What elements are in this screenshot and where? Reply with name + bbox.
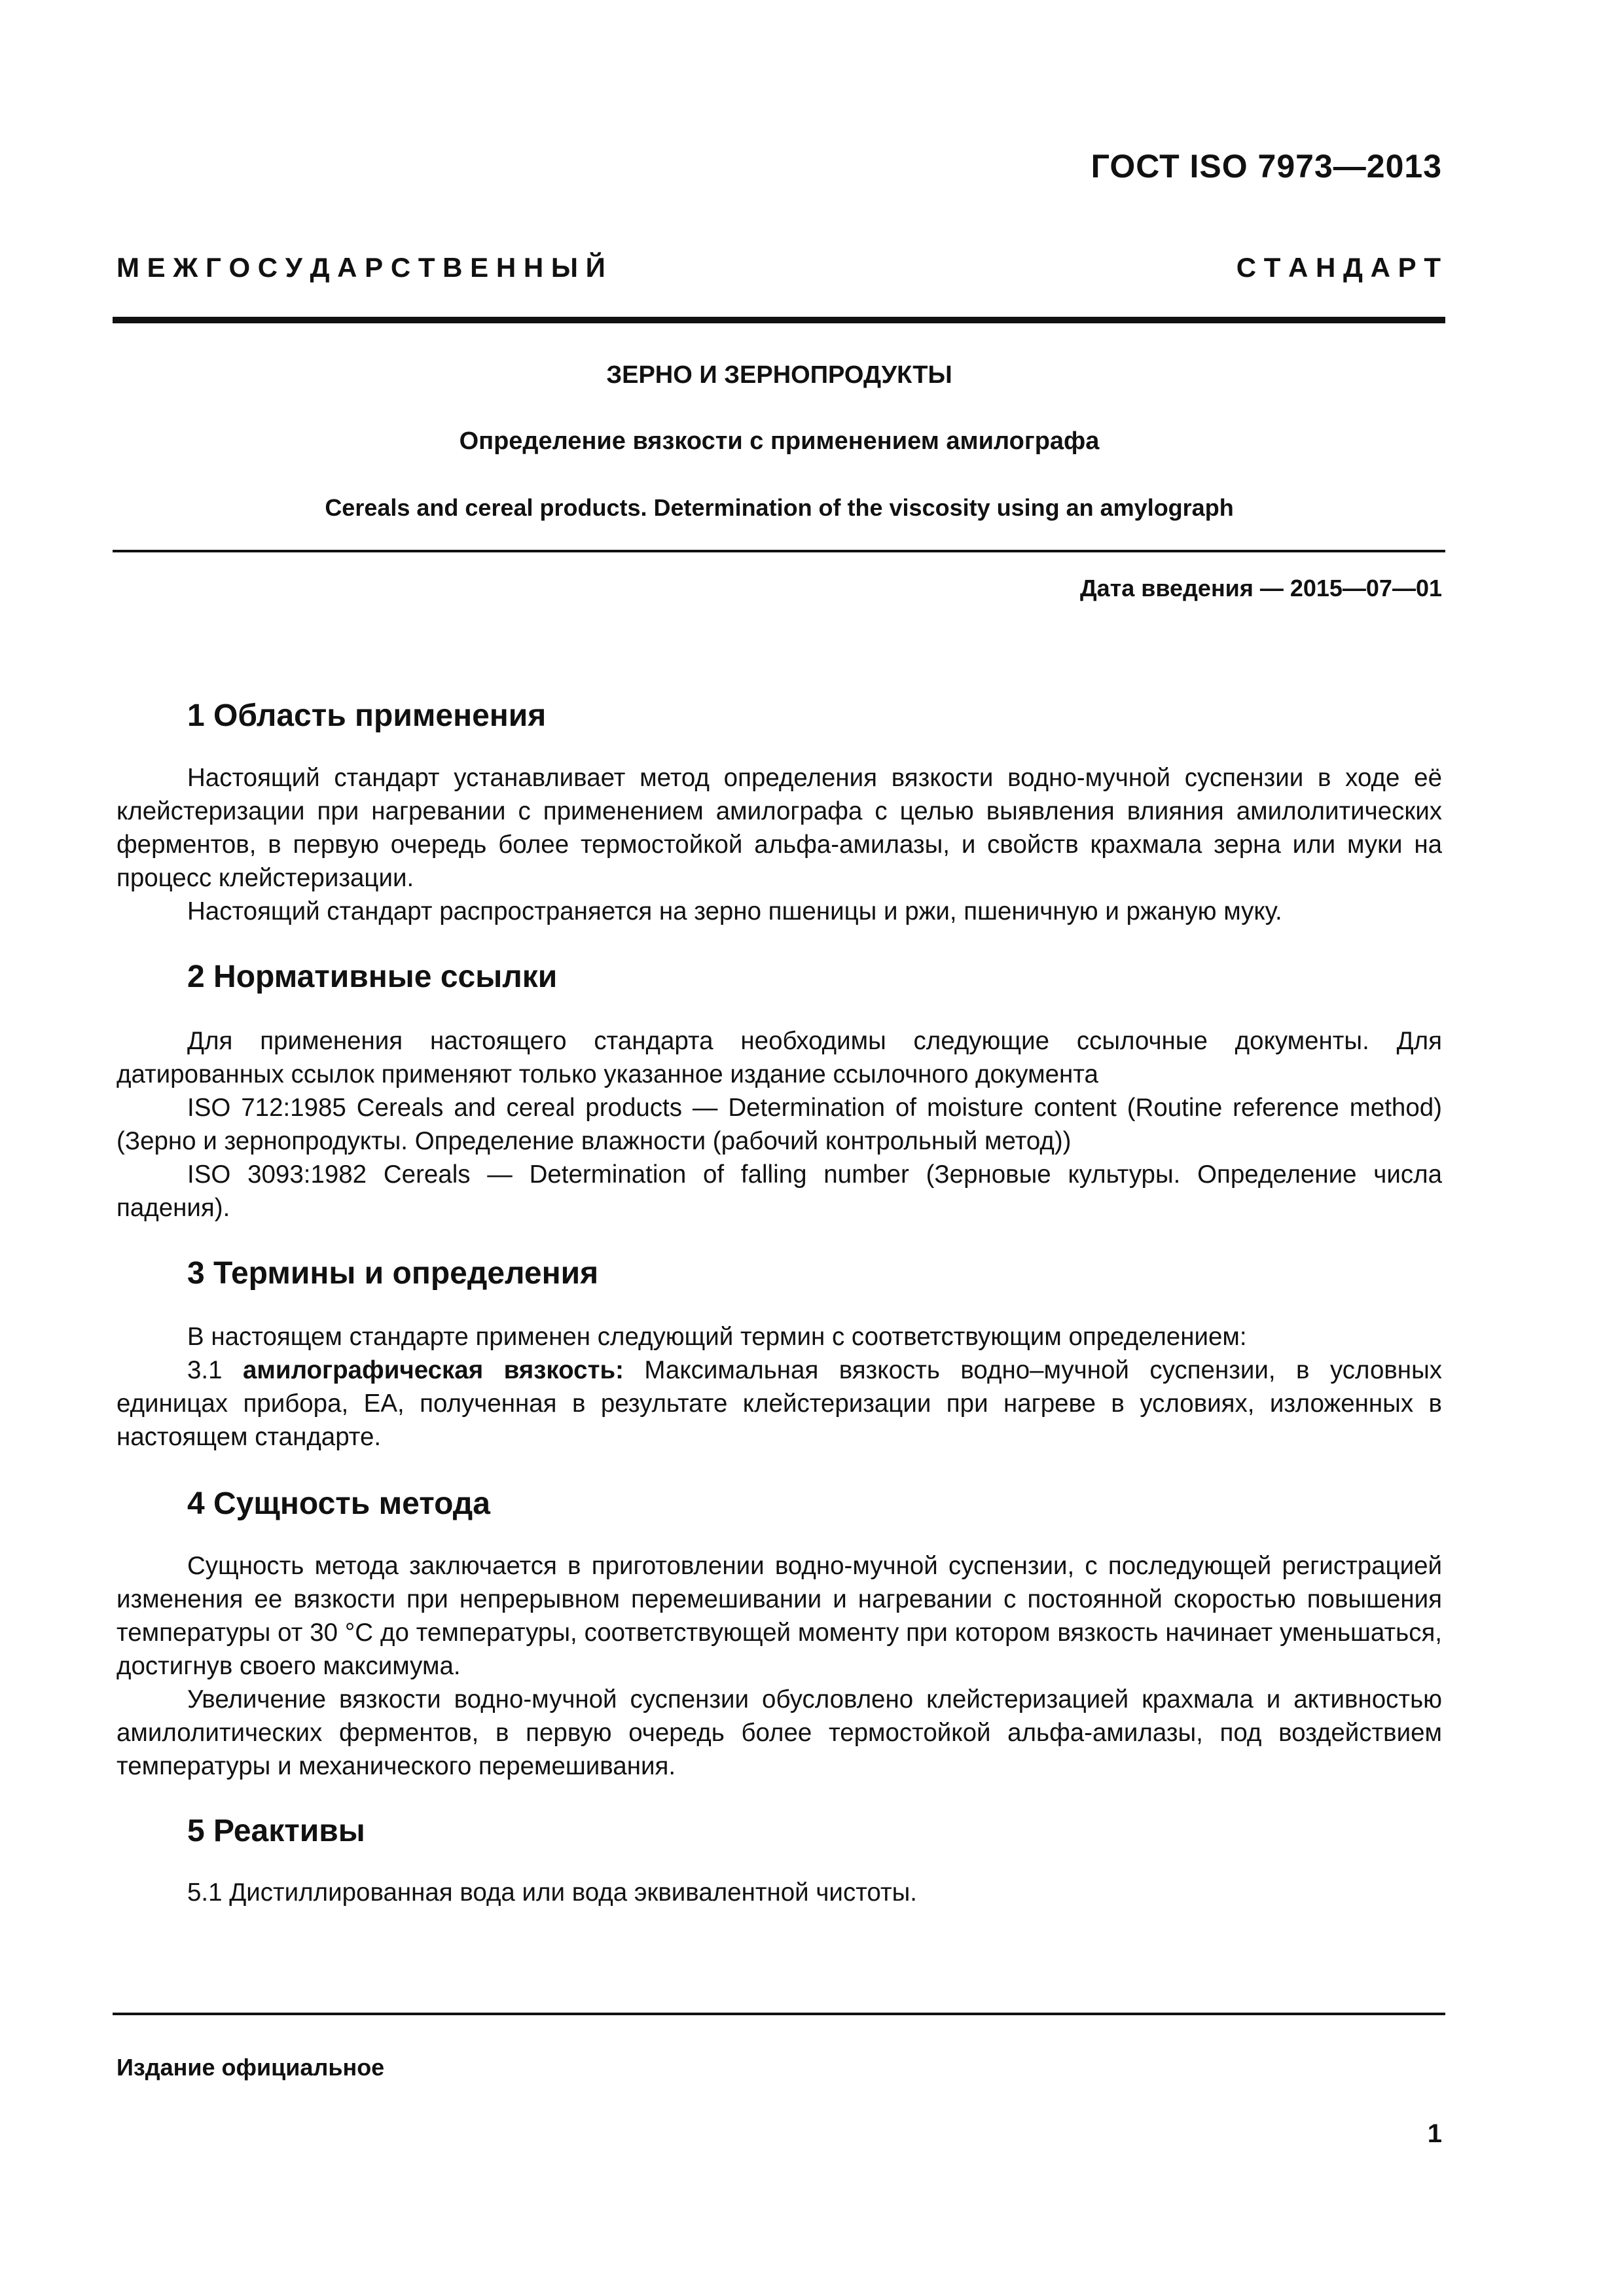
title-rule	[113, 550, 1445, 552]
paragraph-principle-2: Увеличение вязкости водно-мучной суспензии обусловлено клейстеризацией крахмала и активностью амилолитических ферментов, в первую очередь более термостойкой альфа-амилазы, под воздействием температуры и механического перемешивания.	[117, 1685, 1442, 1780]
term-definition: Максимальная вязкость водно–мучной суспензии, в условных единицах прибора, ЕА, полученная в результате клейстеризации при нагреве в условиях, изложенных в настоящем стандарте.	[117, 1356, 1442, 1451]
banner-interstate: М Е Ж Г О С У Д А Р С Т В Е Н Н Ы Й	[117, 252, 605, 283]
page-number: 1	[1427, 2119, 1442, 2148]
document-number: ГОСТ ISO 7973—2013	[1091, 148, 1442, 185]
standard-banner	[117, 252, 1441, 283]
paragraph-scope-2: Настоящий стандарт распространяется на зерно пшеницы и ржи, пшеничную и ржаную муку.	[187, 897, 1282, 925]
official-edition-label: Издание официальное	[117, 2054, 385, 2081]
section-heading-principle: 4 Сущность метода	[187, 1486, 490, 1521]
header-rule	[113, 317, 1445, 323]
term-name: амилографическая вязкость:	[243, 1356, 624, 1384]
document-title-english: Cereals and cereal products. Determination of the viscosity using an amylograph	[325, 494, 1234, 521]
paragraph-references-iso3093: ISO 3093:1982 Cereals — Determination of falling number (Зерновые культуры. Определение числа падения).	[117, 1160, 1442, 1222]
paragraph-principle-1: Сущность метода заключается в приготовлении водно-мучной суспензии, с последующей регистрацией изменения ее вязкости при непрерывном перемешивании и нагревании с постоянной скоростью повышения температуры от 30 °С до температуры, соответствующей моменту при котором вязкость начинает уменьшаться, достигнув своего максимума.	[117, 1552, 1442, 1680]
banner-standard: С Т А Н Д А Р Т	[1236, 252, 1441, 283]
paragraph-terms-intro: В настоящем стандарте применен следующий термин с соответствующим определением:	[187, 1323, 1247, 1351]
paragraph-scope-1: Настоящий стандарт устанавливает метод определения вязкости водно-мучной суспензии в ходе её клейстеризации при нагревании с применением амилографа с целью выявления влияния амилолитических ферментов, в первую очередь более термостойкой альфа-амилазы, и свойств крахмала зерна или муки на процесс клейстеризации.	[117, 764, 1442, 892]
document-subtitle: Определение вязкости с применением амилографа	[459, 427, 1100, 455]
section-heading-references: 2 Нормативные ссылки	[187, 960, 558, 994]
introduction-date: Дата введения — 2015—07—01	[1079, 575, 1442, 601]
term-number: 3.1	[187, 1356, 223, 1384]
section-heading-scope: 1 Область применения	[187, 698, 547, 733]
paragraph-references-1: Для применения настоящего стандарта необходимы следующие ссылочные документы. Для датированных ссылок применяют только указанное издание ссылочного документа	[117, 1027, 1442, 1088]
footer-rule	[113, 2013, 1445, 2015]
document-title: ЗЕРНО И ЗЕРНОПРОДУКТЫ	[606, 361, 952, 389]
section-heading-terms: 3 Термины и определения	[187, 1256, 599, 1291]
paragraph-references-iso712: ISO 712:1985 Cereals and cereal products — Determination of moisture content (Routine reference method) (Зерно и зернопродукты. Определение влажности (рабочий контрольный метод))	[117, 1094, 1442, 1155]
section-heading-reagents: 5 Реактивы	[187, 1814, 365, 1848]
paragraph-term-definition	[117, 1354, 1442, 1454]
paragraph-reagents-1: 5.1 Дистиллированная вода или вода эквивалентной чистоты.	[187, 1878, 917, 1907]
